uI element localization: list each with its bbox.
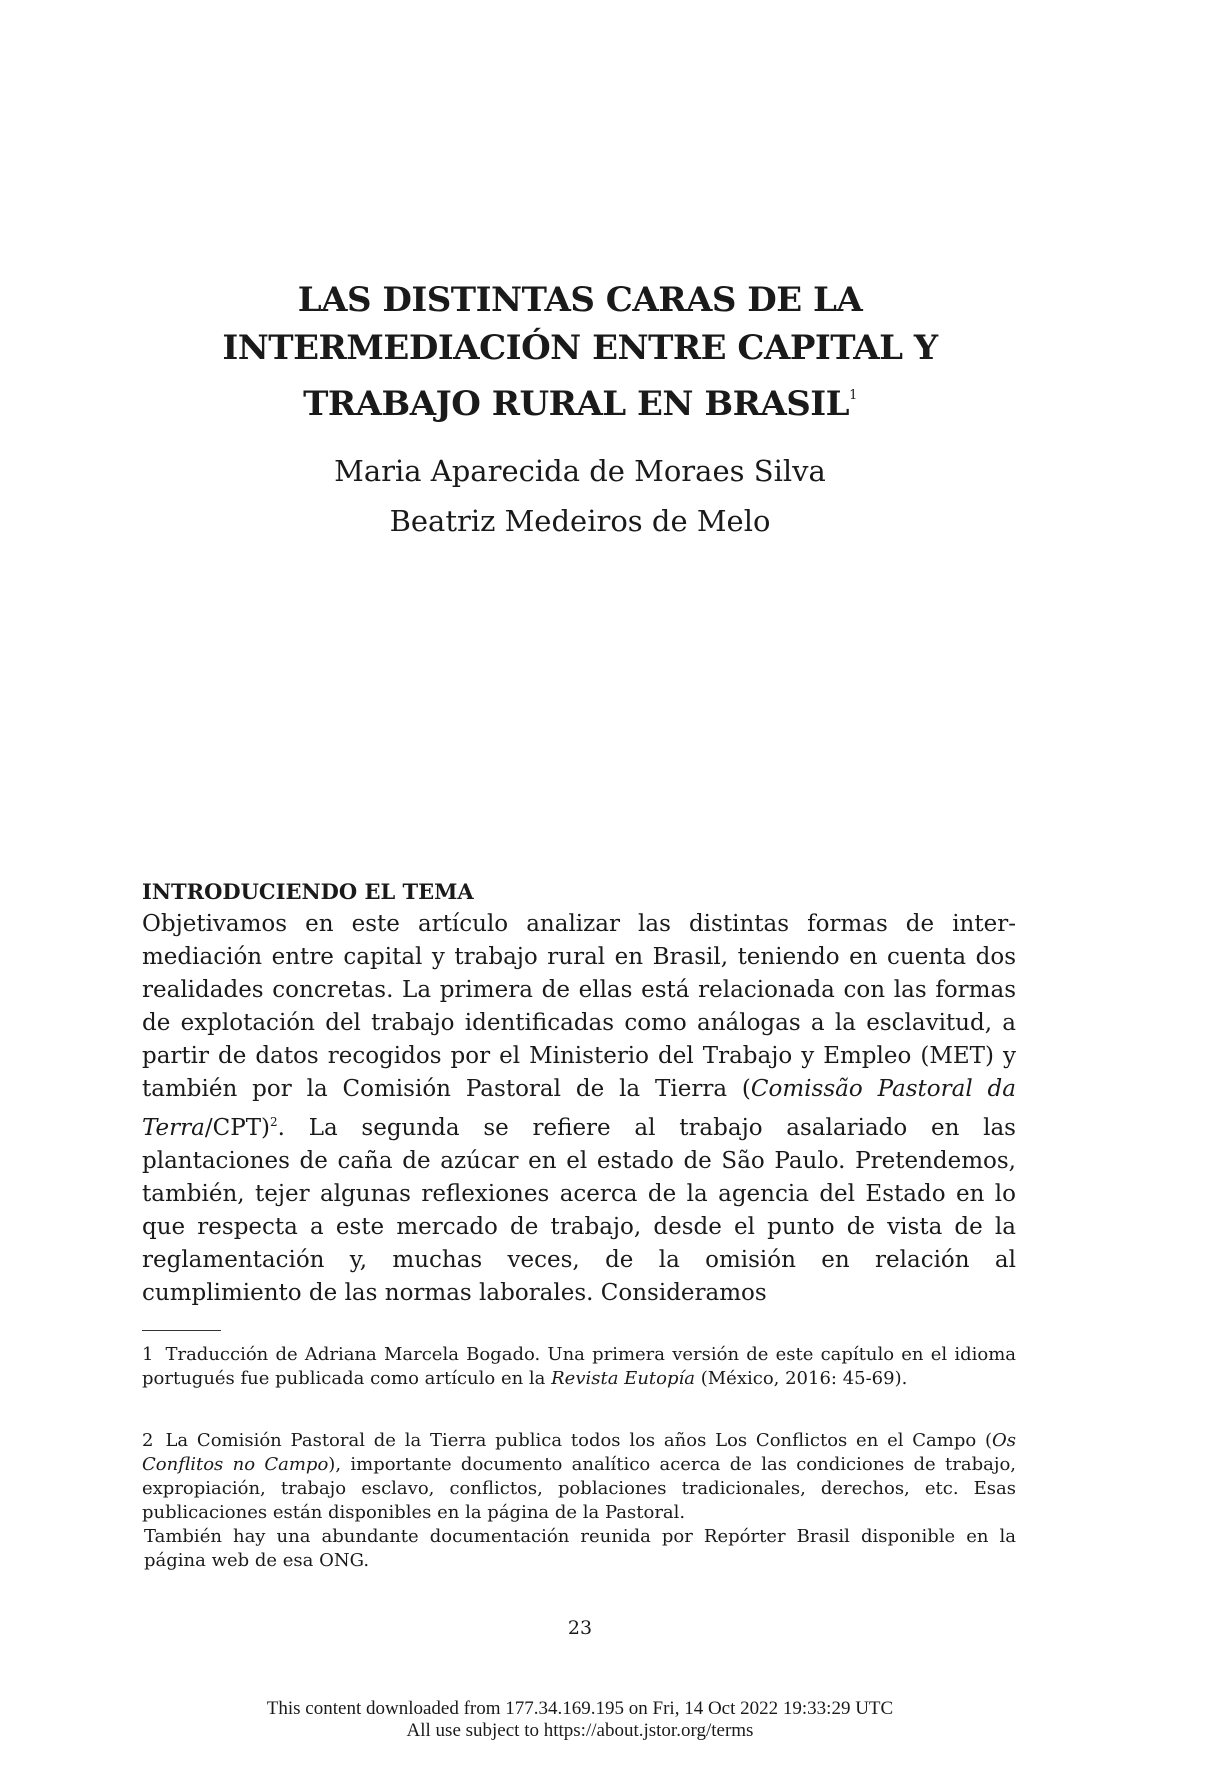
jstor-download-line: This content downloaded from 177.34.169.195 on Fri, 14 Oct 2022 19:33:29 UTC <box>266 1698 894 1719</box>
title-line-3-wrap <box>0 372 1160 428</box>
footnote-1-text-after: (México, 2016: 45-69). <box>695 1368 908 1389</box>
title-line-1: LAS DISTINTAS CARAS DE LA <box>297 280 863 320</box>
jstor-notice <box>0 1698 1160 1742</box>
paragraph-text-2: /CPT) <box>204 1115 271 1141</box>
footnote-1-italic: Revista Eutopía <box>551 1368 695 1389</box>
footnote-1-text-before: Traducción de Adriana Marcela Bogado. Una primera versión de este capítulo en el idioma portugués fue publicada como artículo en la <box>142 1344 1016 1389</box>
page-number: 23 <box>567 1617 593 1639</box>
footnote-2-italic: Os Conflitos no Campo <box>142 1430 1016 1475</box>
section-heading: INTRODUCIENDO EL TEMA <box>142 879 474 904</box>
author-1: Maria Aparecida de Moraes Silva <box>334 454 826 488</box>
title-line-2: INTERMEDIACIÓN ENTRE CAPITAL Y <box>222 328 938 368</box>
paragraph-text-1: Objetivamos en este artículo analizar las distintas formas de intermediación entre capital y trabajo rural en Brasil, teniendo en cuenta dos realidades concretas. La primera de ellas está relacionada con las formas de explotación del trabajo identificadas como análogas a la esclavitud, a partir de datos recogidos por el Ministerio del Trabajo y Empleo (MET) y también por la Comisión Pastoral de la Tierra ( <box>142 911 1016 1102</box>
article-title <box>0 276 1160 428</box>
footnote-2-text-before: La Comisión Pastoral de la Tierra publica todos los años Los Conflictos en el Campo ( <box>165 1430 992 1451</box>
author-list <box>0 446 1160 546</box>
paragraph-italic: Comissão Pastoral da Terra <box>142 1076 1016 1141</box>
footnote-1 <box>142 1343 1016 1391</box>
footnote-1-number: 1 <box>142 1344 154 1365</box>
author-2: Beatriz Medeiros de Melo <box>389 504 771 538</box>
footnote-2-continuation: También hay una abundante documentación reunida por Repórter Brasil disponible en la página web de esa ONG. <box>144 1526 1016 1571</box>
paragraph-footnote-mark[interactable]: 2 <box>270 1115 278 1129</box>
paragraph-text-3: . La segunda se refiere al trabajo asalariado en las plantaciones de caña de azúcar en el estado de São Paulo. Pretendemos, también, tejer algunas reflexiones acerca de la agencia del Estado en lo que respecta a este mercado de trabajo, desde el punto de vista de la reglamentación y, muchas veces, de la omisión en relación al cumplimiento de las normas laborales. Consideramos <box>142 1115 1016 1306</box>
title-line-3: TRABAJO RURAL EN BRASIL <box>303 384 850 424</box>
footnote-2-text-after: ), importante documento analítico acerca de las condiciones de trabajo, expropiación, trabajo esclavo, conflictos, poblaciones tradicionales, derechos, etc. Esas publicaciones están disponibles en la página de la Pastoral. <box>142 1454 1017 1523</box>
section-introduction <box>142 876 1016 1310</box>
footnote-2 <box>142 1429 1016 1573</box>
footnote-divider <box>142 1330 221 1331</box>
jstor-terms-link[interactable]: All use subject to https://about.jstor.org/terms <box>406 1720 754 1741</box>
body-paragraph <box>142 911 1016 1306</box>
footnote-2-number: 2 <box>142 1430 154 1451</box>
title-footnote-mark[interactable]: 1 <box>849 388 857 403</box>
